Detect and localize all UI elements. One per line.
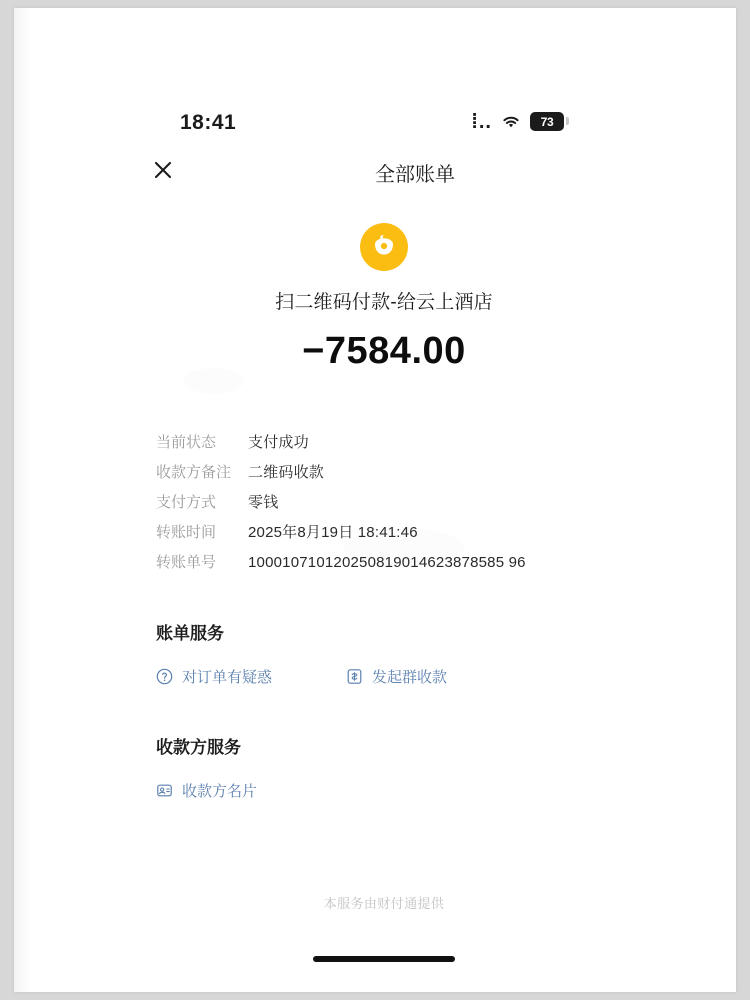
merchant-wallet-icon	[360, 223, 408, 271]
detail-label: 支付方式	[156, 494, 217, 511]
detail-row	[156, 523, 612, 543]
detail-row	[156, 433, 612, 453]
bill-title: 扫二维码付款-给云上酒店	[275, 292, 493, 313]
payee-card-label: 收款方名片	[182, 783, 258, 800]
status-bar	[134, 103, 634, 149]
detail-label: 当前状态	[156, 434, 217, 451]
detail-row	[156, 463, 612, 483]
group-collect-icon	[346, 668, 363, 685]
bill-service-links	[156, 666, 612, 687]
payee-service-links	[156, 780, 612, 801]
home-indicator[interactable]	[313, 956, 455, 962]
detail-row	[156, 493, 612, 513]
bill-header	[134, 223, 634, 373]
detail-row	[156, 553, 612, 573]
battery-icon	[530, 112, 564, 131]
detail-label: 转账单号	[156, 554, 217, 571]
payee-card-link[interactable]	[156, 780, 257, 801]
order-question-label: 对订单有疑惑	[182, 669, 273, 686]
wifi-icon	[501, 114, 521, 130]
scanned-screen-sheet	[14, 8, 736, 992]
detail-label: 转账时间	[156, 524, 217, 541]
business-card-icon	[156, 782, 173, 799]
status-bar-clock: 18:41	[180, 111, 237, 134]
group-collect-label: 发起群收款	[372, 669, 448, 686]
group-collect-link[interactable]	[346, 666, 447, 687]
status-bar-indicators	[471, 112, 564, 131]
order-question-link[interactable]	[156, 666, 272, 687]
bill-service-section	[134, 619, 634, 687]
detail-value: 支付成功	[248, 434, 309, 451]
signal-dots-icon: ⁞..	[471, 110, 492, 133]
detail-value: 二维码收款	[248, 464, 325, 481]
battery-level-label: 73	[540, 114, 554, 129]
page-title: 全部账单	[375, 164, 455, 186]
question-circle-icon	[156, 668, 173, 685]
detail-label: 收款方备注	[156, 464, 232, 481]
detail-value: 2025年8月19日 18:41:46	[248, 524, 418, 541]
service-provider-note: 本服务由财付通提供	[323, 896, 445, 911]
detail-value: 100010710120250819014623878585 96	[248, 554, 526, 571]
payee-service-section	[134, 733, 634, 801]
phone-screen	[134, 103, 634, 933]
bill-amount: −7584.00	[302, 330, 466, 372]
nav-bar	[134, 149, 634, 201]
bill-detail-list	[134, 433, 634, 573]
bill-service-title: 账单服务	[156, 624, 224, 643]
payee-service-title: 收款方服务	[156, 738, 241, 757]
detail-value: 零钱	[248, 494, 279, 511]
